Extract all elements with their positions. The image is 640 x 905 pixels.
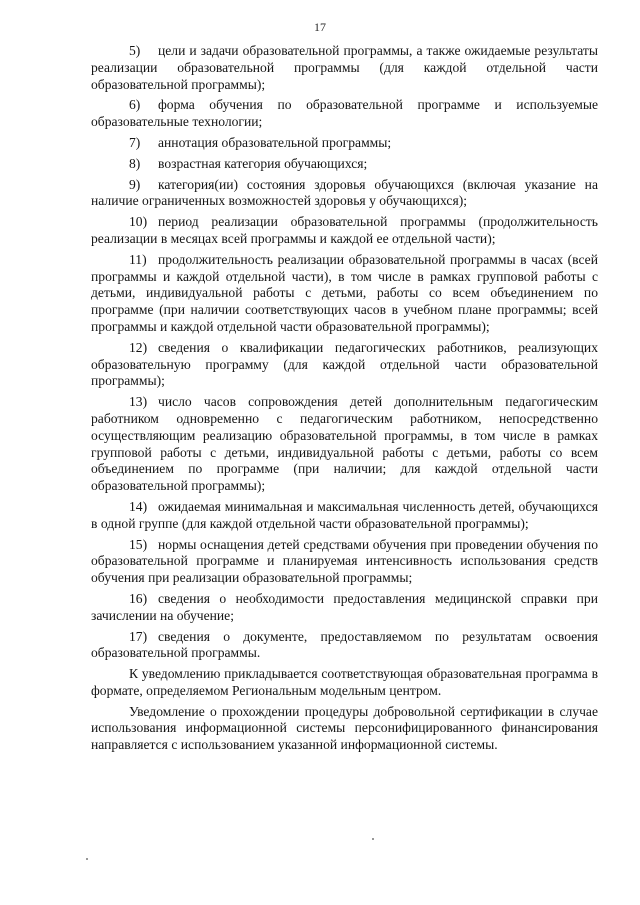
item-text: возрастная категория обучающихся;: [158, 155, 368, 171]
item-text: форма обучения по образовательной программе и используемые образовательные технологии;: [91, 97, 598, 130]
item-number: 9): [129, 176, 141, 192]
list-item: [91, 340, 598, 390]
item-number: 10): [129, 214, 148, 230]
item-number: 12): [129, 339, 148, 355]
list-item: [91, 177, 598, 211]
list-item: [91, 97, 598, 131]
item-number: 7): [129, 134, 141, 150]
item-text: число часов сопровождения детей дополнительным педагогическим работником одновременно с педагогическим работником, непосредственно осуществляющим реализацию образовательной программы, в том числе в рамках групповой работы с детьми, индивидуальной работы с детьми, работы со всем объединением по программе (при наличии; для каждой отдельной части образовательной программы);: [91, 394, 598, 494]
item-text: продолжительность реализации образовательной программы в часах (всей программы и каждой отдельной части), в том числе в рамках групповой работы с детьми, индивидуальной работы с детьми, работы со всем объединением по программе (при наличии соответствующих часов в учебном плане программы; всей программы и каждой отдельной части образовательной программы);: [91, 251, 598, 334]
scan-speck: [372, 838, 374, 840]
list-item: [91, 394, 598, 495]
list-item: [91, 629, 598, 663]
item-text: сведения о необходимости предоставления медицинской справки при зачислении на обучение;: [91, 590, 598, 623]
list-item: [91, 43, 598, 93]
list-item: [91, 252, 598, 336]
list-item: [91, 499, 598, 533]
item-number: 17): [129, 628, 148, 644]
list-item: [91, 591, 598, 625]
scan-speck: [86, 858, 88, 860]
item-text: нормы оснащения детей средствами обучения при проведении обучения по образовательной программе и планируемая интенсивность использования средств обучения при реализации образовательной программы;: [91, 536, 598, 586]
item-text: ожидаемая минимальная и максимальная численность детей, обучающихся в одной группе (для каждой отдельной части образовательной программы);: [91, 498, 598, 531]
item-number: 6): [129, 97, 141, 113]
item-text: аннотация образовательной программы;: [158, 134, 392, 150]
document-body: [91, 43, 598, 758]
list-item: [91, 135, 598, 152]
attachment-paragraph: К уведомлению прикладывается соответствующая образовательная программа в формате, определяемом Региональным модельным центром.: [91, 666, 598, 698]
item-text: период реализации образовательной программы (продолжительность реализации в месяцах всей программы и каждой ее отдельной части);: [91, 214, 598, 246]
item-number: 14): [129, 498, 148, 514]
item-text: цели и задачи образовательной программы, а также ожидаемые результаты реализации образовательной программы (для каждой отдельной части образовательной программы);: [91, 43, 598, 92]
item-number: 15): [129, 536, 148, 552]
notification-paragraph: Уведомление о прохождении процедуры добровольной сертификации в случае использования информационной системы персонифицированного финансирования направляется с использованием указанной информационной системы.: [91, 703, 598, 753]
page-number: 17: [314, 20, 326, 34]
item-text: категория(ии) состояния здоровья обучающихся (включая указание на наличие ограниченных возможностей здоровья у обучающихся);: [91, 176, 598, 209]
item-number: 5): [129, 43, 141, 58]
item-text: сведения о квалификации педагогических работников, реализующих образовательную программу (для каждой отдельной части образовательной программы);: [91, 339, 598, 389]
list-item: [91, 156, 598, 173]
item-number: 13): [129, 394, 148, 410]
item-number: 16): [129, 590, 148, 606]
list-item: [91, 537, 598, 587]
item-text: сведения о документе, предоставляемом по результатам освоения образовательной программы.: [91, 628, 598, 661]
item-number: 8): [129, 155, 141, 171]
list-item: [91, 214, 598, 248]
item-number: 11): [129, 251, 147, 267]
